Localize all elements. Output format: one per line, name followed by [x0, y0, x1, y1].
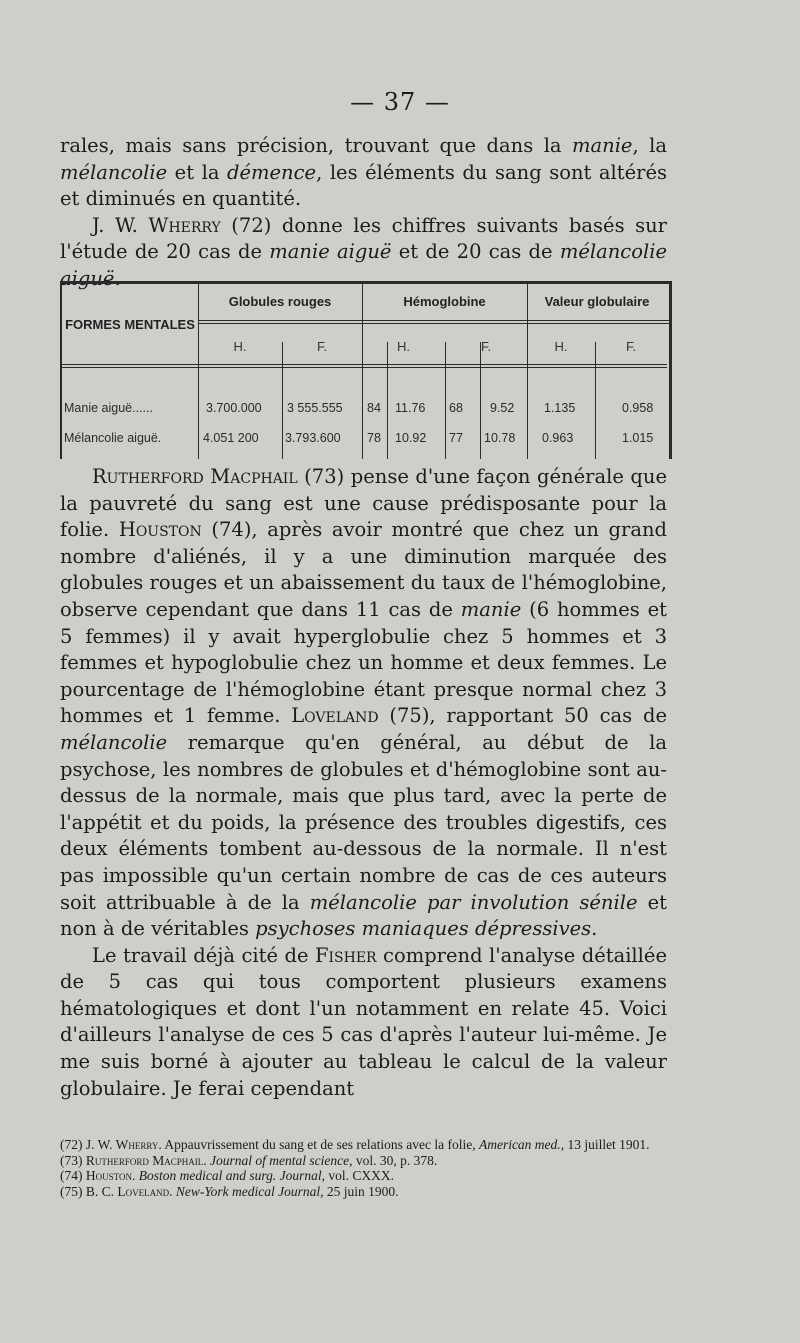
footnote-number: (73) — [60, 1152, 86, 1168]
page-number: — 37 — — [350, 88, 450, 116]
footnote-text: , 13 juillet 1901. — [560, 1137, 650, 1152]
intro-text: rales, mais sans précision, trouvant que dans la — [60, 134, 573, 157]
cell-hemo-f1: 68 — [449, 401, 463, 415]
footnote-text: , vol. CXXX. — [321, 1168, 394, 1183]
footnote-number: (74) — [60, 1168, 86, 1183]
footnote-journal: American med. — [478, 1137, 561, 1152]
cell-hemo-h1: 84 — [367, 401, 381, 415]
term-melancolie: mélancolie — [60, 160, 168, 184]
subheader-f: F. — [480, 339, 492, 354]
footnote-number: (75) — [60, 1183, 86, 1199]
cell-val-h: 0.963 — [542, 431, 574, 445]
intro-paragraph — [60, 133, 667, 293]
intro-text: . — [114, 266, 121, 290]
body-text-run: (74), après avoir montré que chez un grand nombre d'aliénés, il y a une diminution marquée des globules rouges et un abaissement du taux de l'hémoglobine, observe cependant que dans 11 cas de — [60, 518, 667, 621]
footnote-author: J. W. Wherry — [85, 1137, 159, 1152]
footnote-text: . — [131, 1168, 139, 1183]
body-text-run: (73) pense d'une façon générale que la pauvreté du sang est une cause prédisposante pour la folie. — [60, 465, 667, 542]
footnote-73 — [60, 1153, 667, 1169]
subheader-f: F. — [316, 339, 328, 354]
cell-hemo-h1: 78 — [367, 431, 381, 445]
cell-hemo-f1: 77 — [449, 431, 463, 445]
subheader-f: F. — [625, 339, 637, 354]
row-label-manie: Manie aiguë...... — [64, 401, 153, 415]
footnote-author: Rutherford Macphail — [85, 1152, 204, 1168]
term-demence: démence — [227, 160, 317, 184]
author-initials: J. W. — [92, 213, 149, 237]
body-text-run: remarque qu'en général, au début de la psychose, les nombres de globules et d'hémoglobine sont au-dessus de la normale, mais que plus tard, avec la perte de l'appétit et du poids, la présence des troubles digestifs, ces deux éléments tombent au-dessous de la normale. Il n'est pas impossible qu'un certain nombre de cas de ces auteurs soit attribuable à de la — [60, 730, 667, 914]
body-text — [60, 464, 667, 1102]
term-manie: manie — [572, 134, 633, 157]
term-psychoses: psychoses maniaques dépressives — [255, 917, 592, 941]
cell-hemo-h2: 11.76 — [395, 401, 426, 415]
cell-glob-h: 4.051 200 — [203, 431, 259, 445]
cell-glob-h: 3.700.000 — [206, 401, 262, 415]
intro-text: (72) donne les chiffres suivants basés sur l'étude de 20 cas de — [60, 213, 668, 264]
term-manie-aigue: manie aiguë — [269, 240, 392, 264]
cell-glob-f: 3.793.600 — [285, 431, 341, 445]
footnote-72 — [60, 1137, 667, 1153]
subheader-h: H. — [233, 339, 247, 354]
body-text-run: comprend l'analyse détaillée de 5 cas qui tous comportent plusieurs examens hématologiques et dont l'un notamment en relate 45. Voici d'ailleurs l'analyse de ces 5 cas d'après l'auteur lui-même. Je me suis borné à ajouter au tableau le calcul de la valeur globulaire. Je ferai cependant — [60, 943, 667, 1100]
intro-text: , la — [632, 134, 667, 157]
footnote-text: . — [169, 1183, 176, 1199]
subheader-h: H. — [554, 339, 568, 354]
footnote-journal: New-York medical Journal — [175, 1183, 321, 1199]
intro-text: et la — [167, 160, 227, 184]
footnote-number: (72) — [60, 1137, 86, 1152]
cell-val-h: 1.135 — [544, 401, 576, 415]
author-houston: Houston — [118, 518, 202, 542]
footnote-74 — [60, 1168, 667, 1184]
footnote-author: Houston — [85, 1168, 132, 1183]
cell-hemo-h2: 10.92 — [395, 431, 427, 445]
blood-data-table — [60, 281, 672, 459]
author-wherry: Wherry — [148, 213, 221, 237]
author-fisher: Fisher — [314, 943, 377, 967]
term-melancolie-aigue: mélancolie aiguë — [60, 240, 667, 290]
cell-hemo-f2: 10.78 — [484, 431, 516, 445]
author-loveland: Loveland — [291, 704, 379, 728]
cell-glob-f: 3 555.555 — [287, 401, 343, 415]
col-header-hemoglobine: Hémoglobine — [403, 294, 486, 309]
col-header-valeur: Valeur globulaire — [544, 294, 650, 309]
body-text-run: et non à de véritables — [60, 890, 667, 941]
footnote-text: , vol. 30, p. 378. — [349, 1152, 438, 1168]
subheader-h: H. — [397, 339, 410, 354]
footnote-text: , 25 juin 1900. — [320, 1183, 399, 1199]
col-header-formes: FORMES MENTALES — [65, 317, 195, 332]
footnote-text: . Appauvrissement du sang et de ses relations avec la folie, — [158, 1137, 479, 1152]
footnote-text: . — [203, 1152, 211, 1168]
footnote-journal: Boston medical and surg. Journal — [138, 1168, 322, 1183]
cell-val-f: 0.958 — [622, 401, 654, 415]
body-text-run: Le travail déjà cité de — [92, 943, 315, 967]
body-text-run: (6 hommes et 5 femmes) il y avait hyperglobulie chez 5 hommes et 3 femmes et hypoglobulie chez un homme et deux femmes. Le pourcentage de l'hémoglobine étant presque normal chez 3 hommes et 1 femme. — [60, 597, 667, 728]
footnote-journal: Journal of mental science — [210, 1152, 350, 1168]
cell-val-f: 1.015 — [622, 431, 654, 445]
intro-text: , les éléments du sang sont altérés et diminués en quantité. — [60, 160, 667, 211]
footnotes — [60, 1137, 667, 1199]
author-rutherford: Rutherford Macphail — [92, 465, 298, 488]
intro-text: et de 20 cas de — [391, 240, 560, 264]
term-involution: mélancolie par involution sénile — [309, 890, 638, 914]
term-melancolie: mélancolie — [60, 730, 168, 754]
body-text-run: (75), rapportant 50 cas de — [378, 704, 667, 728]
body-text-run: . — [591, 917, 598, 941]
footnote-author: B. C. Loveland — [85, 1183, 170, 1199]
footnote-75 — [60, 1184, 667, 1200]
term-manie: manie — [460, 597, 522, 621]
cell-hemo-f2: 9.52 — [490, 401, 515, 415]
col-header-globules: Globules rouges — [228, 294, 332, 309]
row-label-melancolie: Mélancolie aiguë. — [64, 431, 162, 445]
